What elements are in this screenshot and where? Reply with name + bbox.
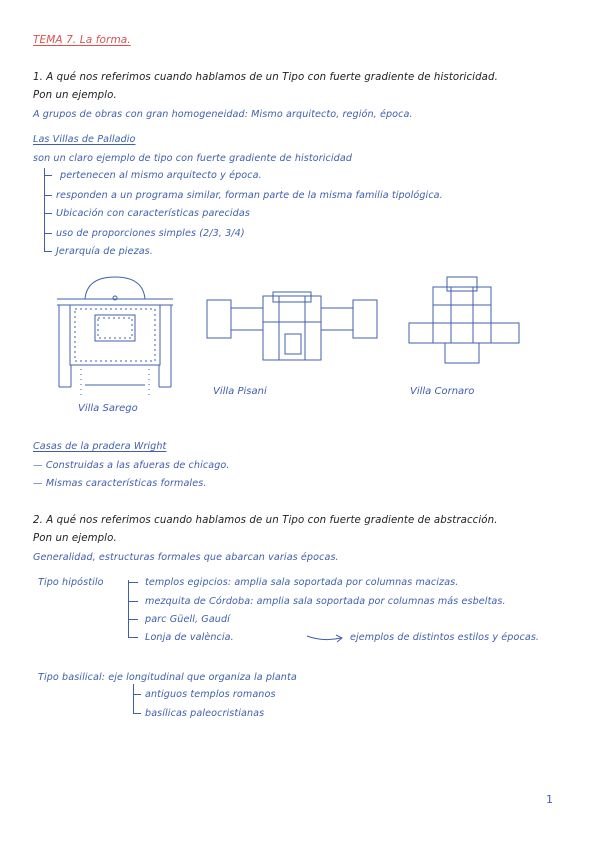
palladio-item: responden a un programa similar, forman parte de la misma familia tipológica. [56, 190, 443, 201]
basilical-label: Tipo basilical: eje longitudinal que organiza la planta [38, 672, 297, 683]
page-number: 1 [546, 793, 553, 806]
question-2-cont: Pon un ejemplo. [33, 533, 117, 544]
villa-caption: Villa Cornaro [410, 386, 475, 397]
bracket-tick [128, 601, 138, 602]
palladio-item: pertenecen al mismo arquitecto y época. [60, 170, 262, 181]
basilical-item: antiguos templos romanos [145, 689, 276, 700]
palladio-item: Jerarquía de piezas. [56, 246, 153, 257]
page-title: TEMA 7. La forma. [33, 34, 131, 46]
question-2: 2. A qué nos referimos cuando hablamos de un Tipo con fuerte gradiente de abstracción. [33, 515, 498, 526]
palladio-bracket [44, 168, 45, 252]
palladio-intro: son un claro ejemplo de tipo con fuerte gradiente de historicidad [33, 153, 353, 164]
palladio-item: uso de proporciones simples (2/3, 3/4) [56, 228, 245, 239]
basilical-bracket [133, 684, 134, 714]
villa-caption: Villa Sarego [78, 403, 138, 414]
bracket-tick [44, 213, 52, 214]
bracket-tick [44, 251, 52, 252]
hipostilo-item: templos egipcios: amplia sala soportada por columnas macizas. [145, 577, 459, 588]
hipostilo-item: mezquita de Córdoba: amplia sala soportada por columnas más esbeltas. [145, 596, 506, 607]
villa-pisani-sketch [205, 290, 380, 370]
palladio-heading: Las Villas de Palladio [33, 134, 136, 145]
bracket-tick [133, 713, 141, 714]
answer-1: A grupos de obras con gran homogeneidad: Mismo arquitecto, región, época. [33, 109, 413, 120]
arrow-note: ejemplos de distintos estilos y épocas. [350, 632, 540, 643]
palladio-item: Ubicación con características parecidas [56, 208, 250, 219]
basilical-item: basílicas paleocristianas [145, 708, 265, 719]
hipostilo-item: Lonja de valència. [145, 632, 234, 643]
bracket-tick [44, 233, 52, 234]
wright-heading: Casas de la pradera Wright [33, 441, 167, 452]
bracket-tick [44, 175, 52, 176]
bracket-tick [44, 195, 52, 196]
question-1: 1. A qué nos referimos cuando hablamos de un Tipo con fuerte gradiente de historicidad. [33, 72, 498, 83]
villa-caption: Villa Pisani [213, 386, 267, 397]
villa-sarego-sketch [55, 275, 175, 410]
bracket-tick [133, 694, 141, 695]
wright-item: — Mismas características formales. [33, 478, 207, 489]
answer-2: Generalidad, estructuras formales que abarcan varias épocas. [33, 552, 339, 563]
hipostilo-item: parc Güell, Gaudí [145, 614, 230, 625]
villa-cornaro-sketch [405, 275, 525, 370]
wright-item: — Construidas a las afueras de chicago. [33, 460, 230, 471]
bracket-tick [128, 619, 138, 620]
bracket-tick [128, 637, 138, 638]
bracket-tick [128, 582, 138, 583]
question-1-cont: Pon un ejemplo. [33, 90, 117, 101]
arrow-icon [305, 632, 345, 644]
hipostilo-bracket [128, 580, 129, 638]
hipostilo-label: Tipo hipóstilo [38, 577, 104, 588]
